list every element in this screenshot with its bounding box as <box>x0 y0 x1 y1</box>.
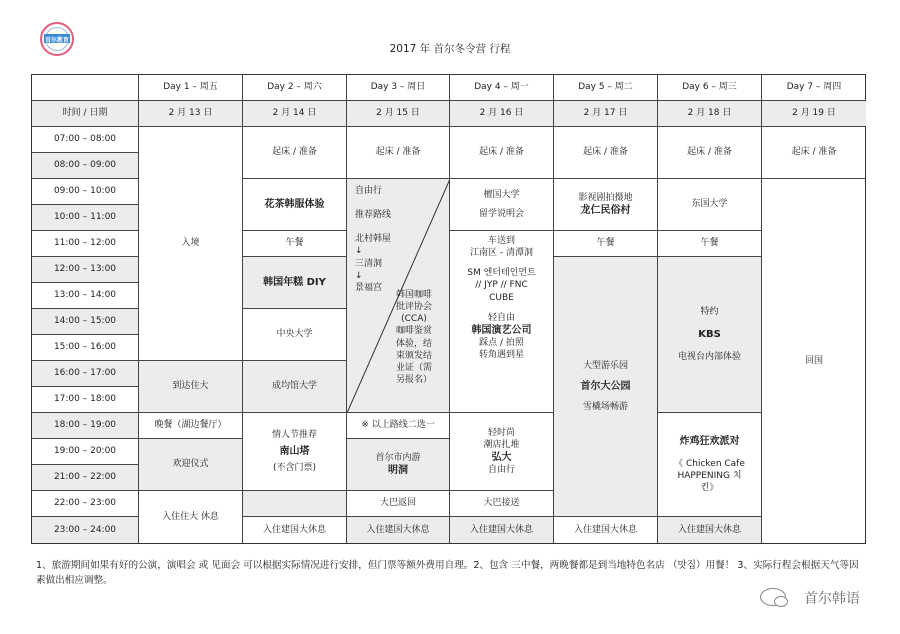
time-slot: 13:00 – 14:00 <box>32 283 139 309</box>
d3-r2: 三清洞 <box>355 258 383 269</box>
d3-t2: 明洞 <box>388 464 408 476</box>
d2-lunch: 午餐 <box>243 231 347 257</box>
d3-free: 自由行 <box>355 186 383 196</box>
d3-wake: 起床 / 准备 <box>347 127 450 179</box>
d2-blank <box>243 491 347 517</box>
d6-kbs-block <box>658 257 762 413</box>
d3-c2: 批评协会 <box>395 302 432 313</box>
d3-c1: 韩国咖啡 <box>395 290 432 300</box>
d4-g2: 江南区 - 清潭洞 <box>470 248 533 259</box>
d6-univ: 东国大学 <box>658 179 762 231</box>
d4-g4: // JYP // FNC <box>475 280 528 291</box>
day-header: Day 1 – 周五 <box>139 75 243 101</box>
d3-rest: 入住建国大休息 <box>347 517 450 543</box>
time-slot: 12:00 – 13:00 <box>32 257 139 283</box>
d5-film-block <box>554 179 658 231</box>
d3-r3: 景福宫 <box>355 282 383 293</box>
d3-cafe-text <box>385 289 443 386</box>
watermark-text: 首尔韩语 <box>804 591 860 607</box>
d2-rest: 入住建国大休息 <box>243 517 347 543</box>
day-header: Day 3 – 周日 <box>347 75 450 101</box>
d4-univ-block <box>450 179 554 231</box>
d3-bus: 大巴返回 <box>347 491 450 517</box>
schedule-table <box>31 74 866 544</box>
day-header: Day 6 – 周三 <box>658 75 762 101</box>
d4-g3: SM 엔터테인먼트 <box>467 268 536 279</box>
d3-arrow: ↓ <box>355 270 363 281</box>
d4-g9: 转角遇到星 <box>478 350 524 361</box>
date-cell: 2 月 18 日 <box>658 101 762 127</box>
d3-t1: 首尔市内游 <box>375 452 421 463</box>
time-slot: 09:00 – 10:00 <box>32 179 139 205</box>
d4-u2: 留学说明会 <box>478 208 524 219</box>
d2-univ: 中央大学 <box>243 309 347 361</box>
date-cell: 2 月 19 日 <box>762 101 866 127</box>
time-slot: 19:00 – 20:00 <box>32 439 139 465</box>
time-slot: 15:00 – 16:00 <box>32 335 139 361</box>
corner-cell <box>32 75 139 101</box>
time-slot: 11:00 – 12:00 <box>32 231 139 257</box>
date-header: 时间 / 日期 <box>32 101 139 127</box>
d6-k1: 特约 <box>700 306 719 317</box>
d4-rest: 入住建国大休息 <box>450 517 554 543</box>
d4-u1: 檀国大学 <box>483 190 520 201</box>
d6-k2: KBS <box>698 328 721 340</box>
d2-hanbok: 花茶韩服体验 <box>243 179 347 231</box>
d3-c3: (CCA) <box>401 314 427 325</box>
d3-c7: 业证（需 <box>395 362 432 373</box>
d3-choose: ※ 以上路线二选一 <box>347 413 450 439</box>
d4-h2: 潮店扎堆 <box>483 439 520 450</box>
time-slot: 08:00 – 09:00 <box>32 153 139 179</box>
d5-park3: 雪橇场畅游 <box>582 402 628 413</box>
d3-arrow: ↓ <box>355 246 363 257</box>
d5-park-block <box>554 257 658 517</box>
d3-c5: 体验，结 <box>395 338 432 349</box>
date-cell: 2 月 15 日 <box>347 101 450 127</box>
chat-icon <box>760 588 790 608</box>
d4-h4: 自由行 <box>487 465 515 476</box>
d3-freeday-block <box>347 179 450 413</box>
d4-h1: 轻时尚 <box>487 427 515 438</box>
d6-rest: 入住建国大休息 <box>658 517 762 543</box>
d5-lunch: 午餐 <box>554 231 658 257</box>
d5-rest: 入住建国大休息 <box>554 517 658 543</box>
d4-g1: 车送到 <box>487 236 515 246</box>
d1-welcome: 欢迎仪式 <box>139 439 243 491</box>
d6-wake: 起床 / 准备 <box>658 127 762 179</box>
time-slot: 14:00 – 15:00 <box>32 309 139 335</box>
time-slot: 17:00 – 18:00 <box>32 387 139 413</box>
d2-valentine: 情人节推荐 <box>271 429 317 440</box>
date-cell: 2 月 17 日 <box>554 101 658 127</box>
d5-filmA: 影视剧拍摄地 <box>578 192 633 203</box>
time-slot: 07:00 – 08:00 <box>32 127 139 153</box>
d4-h3: 弘大 <box>491 451 512 463</box>
d4-gangnam-block <box>450 231 554 413</box>
d4-g7: 韩国演艺公司 <box>471 324 532 336</box>
d7-wake: 起床 / 准备 <box>762 127 866 179</box>
d3-route-text <box>355 185 391 294</box>
time-slot: 10:00 – 11:00 <box>32 205 139 231</box>
footnote: 1、旅游期间如果有好的公演，演唱会 或 见面会 可以根据实际情况进行安排，但门票等额外费用自理。2、包含 三中餐，两晚餐都是到当地特色名店 （맛집）用餐！ 3、实际行程会根据天气等因素做出相应调整。 <box>36 560 859 586</box>
day-header: Day 2 – 周六 <box>243 75 347 101</box>
logo-text: 首尔教育 <box>44 37 69 44</box>
d1-rest: 入住住大 休息 <box>139 491 243 543</box>
d2-diy: 韩国年糕 DIY <box>243 257 347 309</box>
d6-party: 炸鸡狂欢派对 <box>679 435 740 447</box>
date-cell: 2 月 16 日 <box>450 101 554 127</box>
d5-wake: 起床 / 准备 <box>554 127 658 179</box>
d6-p1: 《 Chicken Cafe <box>674 459 745 470</box>
d2-skku: 成均馆大学 <box>243 361 347 413</box>
d2-namsan: 南山塔 <box>279 445 310 457</box>
d6-lunch: 午餐 <box>658 231 762 257</box>
d4-wake: 起床 / 准备 <box>450 127 554 179</box>
day-header: Day 7 – 周四 <box>762 75 866 101</box>
day-header: Day 4 – 周一 <box>450 75 554 101</box>
time-slot: 23:00 – 24:00 <box>32 517 139 543</box>
d6-k3: 电视台内部体验 <box>677 352 741 363</box>
d4-g8: 踩点 / 拍照 <box>479 338 524 349</box>
d1-arrive: 入境 <box>139 127 243 361</box>
d3-c8: 另报名） <box>395 374 432 385</box>
d3-r1: 北村韩屋 <box>355 234 392 245</box>
d6-p3: 킨》 <box>700 483 719 494</box>
d3-route: 推荐路线 <box>355 210 392 221</box>
d5-park2: 首尔大公园 <box>580 380 631 392</box>
d2-wake: 起床 / 准备 <box>243 127 347 179</box>
d3-c6: 束颁发结 <box>395 350 432 361</box>
time-slot: 22:00 – 23:00 <box>32 491 139 517</box>
d5-filmB: 龙仁民俗村 <box>580 204 631 216</box>
d4-bus: 大巴接送 <box>450 491 554 517</box>
time-slot: 21:00 – 22:00 <box>32 465 139 491</box>
d2-noticket: (不含门票) <box>272 463 317 474</box>
d7-return: 回国 <box>804 355 823 366</box>
date-cell: 2 月 14 日 <box>243 101 347 127</box>
d6-p2: HAPPENING 치 <box>677 471 742 482</box>
time-slot: 16:00 – 17:00 <box>32 361 139 387</box>
d5-park1: 大型游乐园 <box>582 360 628 371</box>
time-slot: 18:00 – 19:00 <box>32 413 139 439</box>
d1-hotel: 到达住大 <box>139 361 243 413</box>
d4-g6: 轻自由 <box>487 312 515 323</box>
watermark <box>760 588 860 608</box>
d4-hongdae-block <box>450 413 554 491</box>
d1-dinner: 晚餐（湖边餐厅） <box>139 413 243 439</box>
d3-tour-block <box>347 439 450 491</box>
page-title: 2017 年 首尔冬令营 行程 <box>389 43 511 55</box>
d2-namsan-block <box>243 413 347 491</box>
d4-g5: CUBE <box>489 292 514 303</box>
day-header: Day 5 – 周二 <box>554 75 658 101</box>
date-cell: 2 月 13 日 <box>139 101 243 127</box>
d3-c4: 咖啡鉴赏 <box>395 326 432 337</box>
d6-party-block <box>658 413 762 517</box>
